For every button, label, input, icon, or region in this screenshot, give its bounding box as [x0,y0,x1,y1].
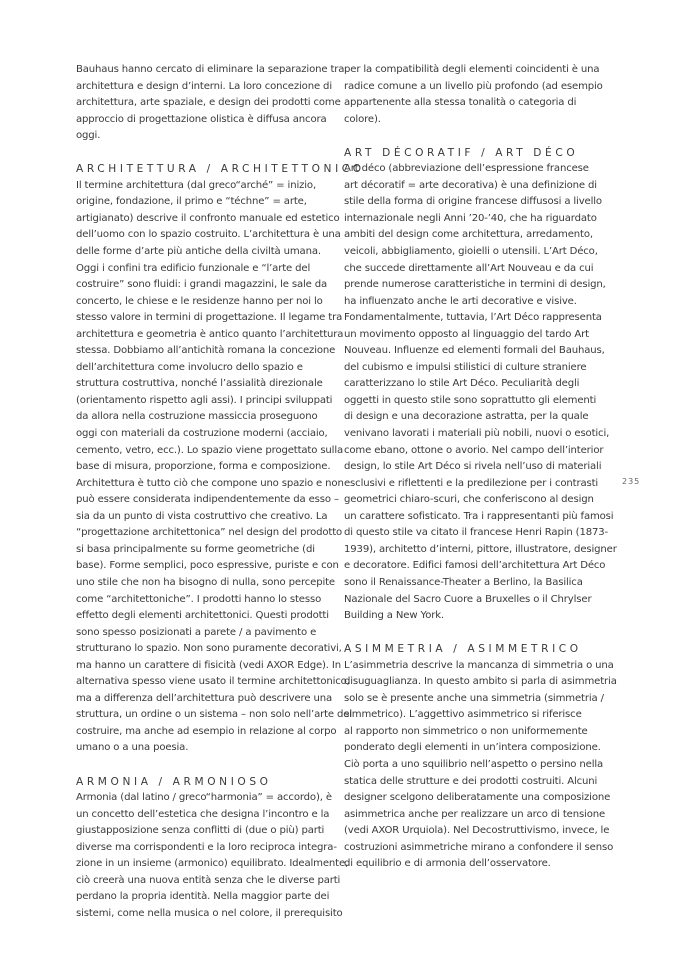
text-line: effetto degli elementi architettonici. Questi prodotti [76,610,329,622]
text-line: oggi. [76,130,101,142]
text-line: uno stile che non ha bisogno di nulla, sono percepite [76,576,335,588]
text-line: Nazionale del Sacro Cuore a Bruxelles o il Chrylser [344,593,592,605]
text-line: delle forme d’arte più antiche della civiltà umana. [76,246,321,258]
text-line: ha influenzato anche le arti decorative e visive. [344,295,577,307]
text-line: oggi con materiali da costruzione moderni (acciaio, [76,428,328,440]
text-line: umano o a una poesia. [76,742,189,754]
spacer [344,625,606,642]
text-line: sono spesso posizionati a parete / a pavimento e [76,626,317,638]
text-line: un carattere sofisticato. Tra i rappresentanti più famosi [344,510,614,522]
text-line: alternativa spesso viene usato il termine architettonico, [76,676,350,688]
text-line: concerto, le chiese e le residenze hanno per noi lo [76,295,323,307]
text-line: design, lo stile Art Déco si rivela nell’uso di materiali [344,461,602,473]
text-line: stesso valore in termini di progettazione. Il legame tra [76,312,343,324]
text-line: Oggi i confini tra edificio funzionale e “l’arte del [76,262,311,274]
text-line: venivano lavorati i materiali più nobili, nuovi o esotici, [344,428,610,440]
text-line: un movimento opposto al linguaggio del tardo Art [344,328,589,340]
text-line: costruzioni asimmetriche mirano a confondere il senso [344,841,614,853]
text-line: Ciò porta a uno squilibrio nell’aspetto o persino nella [344,758,604,770]
text-line: che succede direttamente all’Art Nouveau e da cui [344,262,594,274]
text-line: Bauhaus hanno cercato di eliminare la separazione tra [76,64,345,75]
text-line: perdano la propria identità. Nella maggior parte dei [76,891,330,903]
text-line: ma hanno un carattere di fisicità (vedi AXOR Edge). In [76,659,341,671]
text-line: Art déco (abbreviazione dell’espressione francese [344,163,589,175]
text-line: (vedi AXOR Urquiola). Nel Decostruttivismo, invece, le [344,825,610,837]
text-line: come “architettoniche”. I prodotti hanno lo stesso [76,593,322,605]
left-column [76,62,365,922]
section-heading: ART DÉCORATIF / ART DÉCO [344,146,579,159]
spacer [76,145,338,162]
text-line: di questo stile va citato il francese Henri Rapin (1873- [344,527,609,539]
text-line: ma a differenza dell’architettura può descrivere una [76,692,332,704]
text-line: disuguaglianza. In questo ambito si parla di asimmetria [344,676,617,688]
text-line: può essere considerata indipendentemente da esso – [76,494,339,506]
text-line: colore). [344,113,381,125]
text-line: come ebano, ottone o avorio. Nel campo dell’interior [344,444,604,456]
section-asimmetria [344,641,617,873]
text-line: origine, fondazione, il primo e “téchne” = arte, [76,196,307,208]
section-armonia [76,774,349,923]
text-line: ponderato degli elementi in un’intera composizione. [344,742,601,754]
text-line: ambiti del design come architettura, arredamento, [344,229,593,241]
text-line: costruire” sono fluidi: i grandi magazzini, le sale da [76,279,328,291]
section-architettura [76,161,365,757]
text-line: al rapporto non simmetrico o non uniformemente [344,725,588,737]
text-line: architettura e design d’interni. La loro concezione di [76,80,332,92]
section-art-deco [344,145,617,625]
text-line: asimmetrica anche per realizzare un arco di tensione [344,808,606,820]
text-line: Fondamentalmente, tuttavia, l’Art Déco rappresenta [344,312,602,324]
text-line: simmetrico). L’aggettivo asimmetrico si riferisce [344,709,582,721]
intro-paragraph [76,62,345,145]
text-line: dell’architettura come involucro dello spazio e [76,361,303,373]
text-line: architettura, arte spaziale, e design dei prodotti come [76,97,341,109]
text-line: diverse ma corrispondenti e la loro reciproca integra- [76,841,337,853]
text-line: architettura e geometria è antico quanto l’architettura [76,328,344,340]
text-line: di equilibrio e di armonia dell’osservatore. [344,858,551,870]
text-line: geometrici chiaro-scuri, che conferiscono al design [344,494,594,506]
text-line: Armonia (dal latino / greco“harmonia” = accordo), è [76,792,332,804]
spacer [76,757,338,774]
continuation-paragraph [344,62,606,128]
text-line: internazionale negli Anni ’20-’40, che ha riguardato [344,212,597,224]
text-line: base). Forme semplici, poco espressive, puriste e con [76,560,339,572]
text-line: 1939), architetto d’interni, pittore, illustratore, designer [344,543,617,555]
text-line: Nouveau. Influenze ed elementi formali del Bauhaus, [344,345,605,357]
text-line: e decoratore. Edifici famosi dell’architettura Art Déco [344,560,606,572]
text-line: sistemi, come nella musica o nel colore, il prerequisito [76,907,343,919]
text-line: sono il Renaissance-Theater a Berlino, la Basilica [344,576,583,588]
text-line: artigianato) descrive il confronto manuale ed estetico [76,212,340,224]
text-line: struttura, un ordine o un sistema – non solo nell’arte del [76,709,353,721]
text-line: oggetti in questo stile sono soprattutto gli elementi [344,394,597,406]
page-number: 235 [622,477,641,486]
text-line: solo se è presente anche una simmetria (simmetria / [344,692,604,704]
text-line: di design e una decorazione astratta, per la quale [344,411,589,423]
section-heading: ARMONIA / ARMONIOSO [76,775,272,788]
text-line: zione in un insieme (armonico) equilibrato. Idealmente, [76,858,349,870]
right-column [344,62,617,873]
text-line: dell’uomo con lo spazio costruito. L’architettura è una [76,229,341,241]
text-line: designer scelgono deliberatamente una composizione [344,792,611,804]
text-line: esclusivi e riflettenti e la predilezione per i contrasti [344,477,599,489]
text-line: struttura costruttiva, nonché l’assialità direzionale [76,378,323,390]
text-line: “progettazione architettonica” nel design del prodotto [76,527,343,539]
text-line: stessa. Dobbiamo all’antichità romana la concezione [76,345,336,357]
text-line: costruire, ma anche ad esempio in relazione al corpo [76,725,337,737]
text-line: del cubismo e impulsi stilistici di culture straniere [344,361,587,373]
text-line: appartenente alla stessa tonalità o categoria di [344,97,577,109]
text-line: cemento, vetro, ecc.). Lo spazio viene progettato sulla [76,444,344,456]
text-line: statica delle strutture e dei prodotti costruiti. Alcuni [344,775,598,787]
text-line: per la compatibilità degli elementi coincidenti è una [344,64,600,75]
text-line: sia da un punto di vista costruttivo che creativo. La [76,510,328,522]
text-line: si basa principalmente su forme geometriche (di [76,543,315,555]
text-line: ciò creerà una nuova entità senza che le diverse parti [76,874,341,886]
text-line: art décoratif = arte decorativa) è una definizione di [344,179,597,191]
text-line: veicoli, abbigliamento, gioielli o utensili. L’Art Déco, [344,246,598,258]
text-line: da allora nella costruzione massiccia proseguono [76,411,318,423]
text-line: strutturano lo spazio. Non sono puramente decorativi, [76,643,342,655]
text-line: radice comune a un livello più profondo (ad esempio [344,80,603,92]
text-line: L’asimmetria descrive la mancanza di simmetria o una [344,659,614,671]
section-heading: ARCHITETTURA / ARCHITETTONICO [76,163,365,176]
section-heading: ASIMMETRIA / ASIMMETRICO [344,643,582,656]
text-line: Il termine architettura (dal greco“arché” = inizio, [76,179,316,191]
text-line: prende numerose caratteristiche in termini di design, [344,279,606,291]
text-line: Architettura è tutto ciò che compone uno spazio e non [76,477,344,489]
text-line: caratterizzano lo stile Art Déco. Peculiarità degli [344,378,580,390]
spacer [344,128,606,145]
text-line: giustapposizione senza conflitti di (due o più) parti [76,825,325,837]
text-line: un concetto dell’estetica che designa l’incontro e la [76,808,330,820]
text-line: stile della forma di origine francese diffusosi a livello [344,196,602,208]
text-line: approccio di progettazione olistica è diffusa ancora [76,113,327,125]
text-line: base di misura, proporzione, forma e composizione. [76,461,331,473]
text-line: Building a New York. [344,610,444,622]
text-line: (orientamento rispetto agli assi). I principi sviluppati [76,394,333,406]
